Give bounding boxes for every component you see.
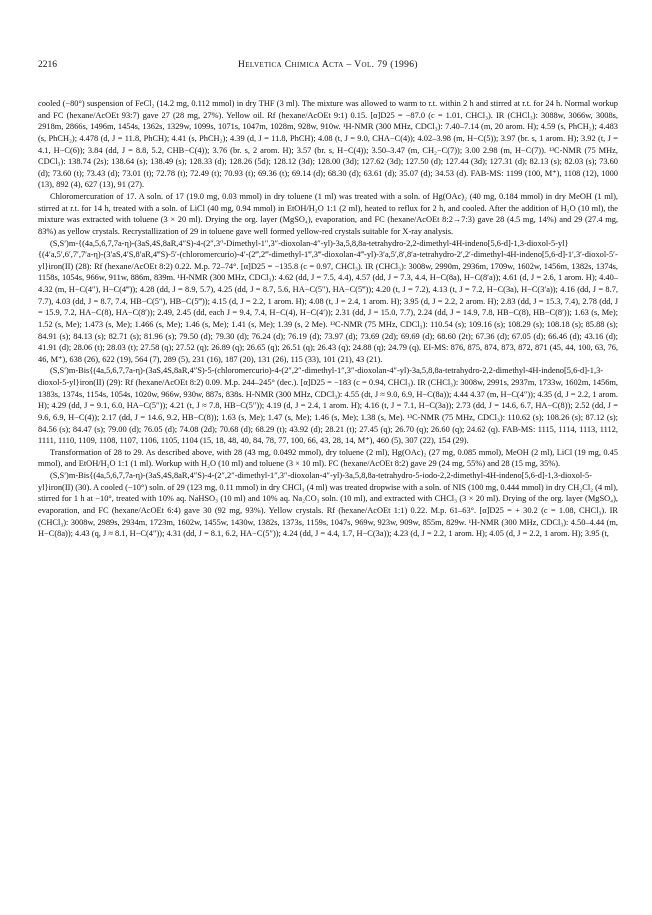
paragraph-27-continuation: cooled (−80°) suspension of FeCl₂ (14.2 mg, 0.112 mmol) in dry THF (3 ml). The mixture was allowed to warm to r.t. within 2 h and stirred at r.t. for 24 h. Normal workup and FC (hexane/AcOEt 93:7) gave 27 (28 mg, 27%). Yellow oil. Rf (hexane/AcOEt 9:1) 0.15. [α]D25 = −87.0 (c = 1.01, CHCl₃). IR (CHCl₃): 3088w, 3066w, 3008s, 2918m, 2866s, 1496m, 1454s, 1362s, 1329w, 1099s, 1071s, 1047m, 1028m, 928w, 910w. ¹H-NMR (300 MHz, CDCl₃): 7.40–7.14 (m, 20 arom. H); 4.59 (s, PhCH₂); 4.483 (s, PhCH₂); 4.478 (d, J = 11.8, PhCH); 4.41 (s, PhCH₂); 4.39 (d, J = 11.8, PhCH); 4.08 (t, J = 9.0, CHA−C(4)); 4.02–3.98 (m, H−C(5)); 3.97 (br. s, 1 arom. H); 3.92 (t, J = 4.1, H−C(6)); 3.84 (dd, J = 8.8, 5.2, CHB−C(4)); 3.76 (br. s, 2 arom. H); 3.57 (br. s, H−C(4)); 3.50–3.47 (m, CH₂−C(7)); 3.00 2.98 (m, H−C(7)). ¹³C-NMR (75 MHz, CDCl₃): 138.74 (2s); 138.64 (s); 138.49 (s); 128.33 (d); 128.26 (5d); 128.12 (3d); 128.00 (3d); 127.62 (3d); 127.50 (d); 127.44 (3d); 127.31 (d); 82.13 (s); 82.03 (s); 73.60 (d); 73.60 (t); 73.43 (d); 73.01 (t); 72.78 (t); 72.49 (t); 70.93 (t); 69.36 (t); 69.14 (d); 68.30 (d); 63.61 (d); 35.07 (d); 34.53 (d). FAB-MS: 1199 (100, M⁺), 1108 (12), 1000 (13), 892 (4), 627 (13), 91 (27). — [38, 99, 618, 190]
paragraph-compound-28: (S,S′)m-{(4a,5,6,7,7a-η)-(3aS,4S,8aR,4″S)-4-(2″,3″-Dimethyl-1″,3″-dioxolan-4″-yl)-3a,5,8,8a-tetrahydro-2,2-dimethyl-4H-indeno[5,6-d]-1,3-dioxol-5-yl}{(4′a,5′,6′,7′,7′a-η)-(3′aS,4′S,8′aR,4‴S)-5′-(chloromercurio)-4′-(2‴,2‴-dimethyl-1‴,3‴-dioxolan-4‴-yl)-3′a,5′,8′,8′a-tetrahydro-2′,2′-dimethyl-4H-indeno[5,6-d]-1′,3′-dioxol-5′-yl}iron(II) (28): Rf (hexane/AcOEt 8:2) 0.22. M.p. 72–74°. [α]D25 = −135.8 (c = 0.97, CHCl₃). IR (CHCl₃): 3008w, 2990m, 2936m, 1709w, 1602w, 1456m, 1382s, 1374s, 1158s, 1054s, 966w, 911w, 886m, 839m. ¹H-NMR (300 MHz, CDCl₃): 4.62 (dd, J = 7.5, 4.4), 4.57 (dd, J = 7.3, 4.4, H−C(8a), H−C(8′a)); 4.61 (d, J = 2.6, 1 arom. H); 4.40–4.32 (m, H−C(4″), H−C(4‴)); 4.28 (dd, J = 8.9, 5.7), 4.25 (dd, J = 8.7, 5.6, HA−C(5″), HA−C(5‴)); 4.20 (t, J = 7.2), 4.13 (t, J = 7.2, H−C(3a), H−C(3′a)); 4.16 (dd, J = 8.7, 7.7), 4.03 (dd, J = 8.7, 7.4, HB−C(5″), HB−C(5‴)); 4.15 (d, J = 2.2, 1 arom. H); 4.08 (t, J = 2.4, 1 arom. H); 3.95 (d, J = 2.2, 2 arom. H); 2.83 (dd, J = 15.3, 7.4), 2.78 (dd, J = 15.9, 7.2, HA−C(8), HA−C(8′)); 2.49, 2.45 (dd, each J = 9.4, 7.4, H−C(4), H−C(4′)); 2.31 (dd, J = 15.0, 7.7), 2.24 (dd, J = 14.9, 7.8, HB−C(8), HB−C(8′)); 1.63 (s, Me); 1.52 (s, Me); 1.473 (s, Me); 1.466 (s, Me); 1.46 (s, Me); 1.41 (s, Me); 1.39 (s, 2 Me). ¹³C-NMR (75 MHz, CDCl₃): 110.54 (s); 109.16 (s); 108.29 (s); 108.18 (s); 85.88 (s); 84.91 (s); 84.13 (s); 82.71 (s); 81.96 (s); 79.50 (d); 79.30 (d); 76.24 (d); 76.19 (d); 73.97 (d); 73.69 (2d); 69.69 (d); 68.60 (2t); 67.36 (d); 67.05 (d); 66.46 (d); 43.16 (d); 41.91 (d); 28.06 (t); 28.03 (t); 27.58 (q); 27.52 (q); 26.89 (q); 26.65 (q); 26.51 (q); 26.43 (q); 24.88 (q); 24.79 (q). EI-MS: 876, 875, 874, 873, 872, 871 (45, 44, 100, 63, 76, 46, M⁺), 638 (26), 622 (19), 564 (7), 289 (5), 231 (16), 187 (20), 131 (26), 115 (33), 101 (21), 43 (21). — [38, 238, 618, 364]
paragraph-compound-29: (S,S′)m-Bis{(4a,5,6,7,7a-η)-(3aS,4S,8aR,4″S)-5-(chloromercurio)-4-(2″,2″-dimethyl-1″,3″-dioxolan-4″-yl)-3a,5,8,8a-tetrahydro-2,2-dimethyl-4H-indeno[5,6-d]-1,3-dioxol-5-yl}iron(II) (29): Rf (hexane/AcOEt 8:2) 0.09. M.p. 244–245° (dec.). [α]D25 = −183 (c = 0.94, CHCl₃). IR (CHCl₃): 3008w, 2991s, 2937m, 1733w, 1602m, 1456m, 1383s, 1374s, 1154s, 1054s, 1020w, 966w, 930w, 887s, 838s. H-NMR (300 MHz, CDCl₃): 4.55 (dt, J ≈ 9.0, 6.9, H−C(8a)); 4.44 4.37 (m, H−C(4″)); 4.35 (d, J = 2.2, 1 arom. H); 4.29 (dd, J = 9.1, 6.0, HA−C(5″)); 4.21 (t, J ≈ 7.8, HB−C(5″)); 4.19 (d, J = 2.4, 1 arom. H); 4.16 (t, J = 7.1, H−C(3a)); 2.73 (dd, J = 14.6, 6.7, HA−C(8)); 2.52 (dd, J = 9.6, 6.9, H−C(4)); 2.17 (dd, J = 14.6, 9.2, HB−C(8)); 1.63 (s, Me); 1.47 (s, Me); 1.46 (s, Me); 1.38 (s, Me). ¹³C-NMR (75 MHz, CDCl₃): 110.62 (s); 108.26 (s); 87.12 (s); 84.56 (s); 84.47 (s); 79.00 (d); 76.05 (d); 74.08 (2d); 70.68 (d); 68.29 (t); 43.92 (d); 28.21 (t); 27.45 (q); 26.70 (q); 26.60 (q); 24.62 (q). FAB-MS: 1115, 1114, 1113, 1112, 1111, 1110, 1109, 1108, 1107, 1106, 1105, 1104 (15, 18, 48, 40, 84, 78, 77, 100, 66, 43, 28, 14, M⁺), 460 (5), 307 (22), 154 (29). — [38, 366, 618, 446]
paragraph-transformation: Transformation of 28 to 29. As described above, with 28 (43 mg, 0.0492 mmol), dry toluene (2 ml), Hg(OAc)₂ (27 mg, 0.085 mmol), MeOH (2 ml), LiCl (19 mg, 0.45 mmol), and EtOH/H₂O 1:1 (1 ml). Workup with H₂O (10 ml) and toluene (3 × 10 ml). FC (hexane/AcOEt 8:2) gave 29 (24 mg, 55%) and 28 (15 mg, 35%). — [38, 447, 618, 469]
journal-title: Helvetica Chimica Acta – Vol. 79 (1996) — [237, 60, 419, 70]
page-number: 2216 — [38, 60, 57, 70]
article-body — [38, 98, 618, 540]
paragraph-compound-30: (S,S′)m-Bis{(4a,5,6,7,7a-η)-(3aS,4S,8aR,4″S)-4-(2″,2″-dimethyl-1″,3″-dioxolan-4″-yl)-3a,5,8,8a-tetrahydro-5-iodo-2,2-dimethyl-4H-indeno[5,6-d]-1,3-dioxol-5-yl}iron(II) (30). A cooled (−10°) soln. of 29 (123 mg, 0.11 mmol) in dry CHCl₃ (4 ml) was treated dropwise with a soln. of NIS (100 mg, 0.444 mmol) in dry CH₂Cl₂ (4 ml), stirred for 1 h at −10°, treated with 10% aq. NaHSO₃ (10 ml) and 10% aq. Na₂CO₃ soln. (10 ml), and extracted with CHCl₃ (3 × 20 ml). Drying of the org. layer (MgSO₄), evaporation, and FC (hexane/AcOEt 6:4) gave 30 (92 mg, 93%). Yellow crystals. Rf (hexane/AcOEt 1:1) 0.22. M.p. 61–63°. [α]D25 = + 30.2 (c = 1.08, CHCl₃). IR (CHCl₃): 3008w, 2989s, 2934m, 1723m, 1602w, 1455w, 1430w, 1382s, 1373s, 1159s, 1047s, 969w, 923w, 909w, 855m, 829w. ¹H-NMR (300 MHz, CDCl₃): 4.50–4.44 (m, H−C(8a)); 4.43 (q, J ≈ 8.1, H−C(4″)); 4.31 (dd, J = 8.1, 6.2, HA−C(5″)); 4.24 (dd, J = 4.4, 1.7, H−C(3a)); 4.23 (d, J = 2.2, 1 arom. H); 4.05 (d, J = 2.2, 1 arom. H); 3.95 (t, — [38, 471, 618, 539]
paragraph-chloromercuration: Chloromercuration of 17. A soln. of 17 (19.0 mg, 0.03 mmol) in dry toluene (1 ml) was treated with a soln. of Hg(OAc)₂ (40 mg, 0.184 mmol) in dry MeOH (1 ml), stirred at r.t. for 14 h, treated with a soln. of LiCl (40 mg, 0.94 mmol) in EtOH/H₂O 1:1 (2 ml), heated to reflux for 2 h, and cooled. After the addition of H₂O (10 ml), the mixture was extracted with toluene (3 × 20 ml). Drying the org. layer (MgSO₄), evaporation, and FC (hexane/AcOEt 8:2→7:3) gave 28 (4.5 mg, 14%) and 29 (27.4 mg, 83%) as yellow crystals. Recrystallization of 29 in toluene gave well formed yellow-red crystals suitable for X-ray analysis. — [38, 192, 618, 236]
running-header — [38, 60, 618, 72]
